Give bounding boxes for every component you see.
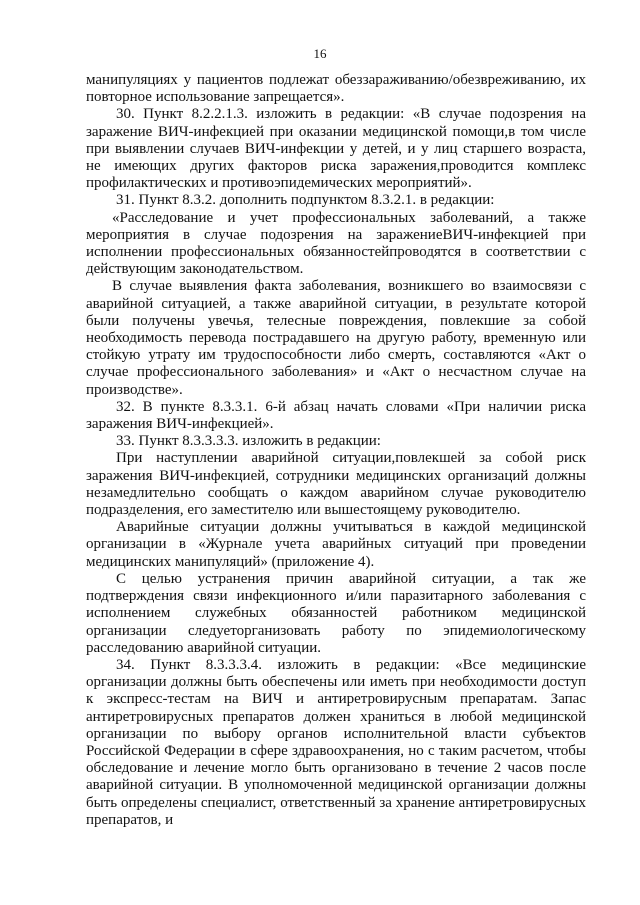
paragraph-item-33: 33. Пункт 8.3.3.3.3. изложить в редакции:	[116, 433, 381, 450]
paragraph-item-33-text-3: С целью устранения причин аварийной ситуации, а так же подтверждения связи инфекционного и/или паразитарного заболевания с исполнением служебных обязанностей работником медицинской организации следуеторганизовать работу по эпидемиологическому расследованию аварийной ситуации.	[86, 570, 586, 656]
paragraph-item-33-text-2: Аварийные ситуации должны учитываться в каждой медицинской организации в «Журнале учета аварийных ситуаций при проведении медицинских манипуляций» (приложение 4).	[86, 519, 586, 570]
paragraph-item-34: 34. Пункт 8.3.3.3.4. изложить в редакции: «Все медицинские организации должны быть обеспечены или иметь при необходимости доступ к экспресс-тестам на ВИЧ и антиретровирусным препаратам. Запас антиретровирусных препаратов должен храниться в любой медицинской организации по выбору органов исполнительной власти субъектов Российской Федерации в сфере здравоохранения, но с таким расчетом, чтобы обследование и лечение могло быть организовано в течение 2 часов после аварийной ситуации. В уполномоченной медицинской организации должны быть определены специалист, ответственный за хранение антиретровирусных препаратов, и	[86, 656, 586, 828]
paragraph-item-33-text: При наступлении аварийной ситуации,повлекшей за собой риск заражения ВИЧ-инфекцией, сотрудники медицинских организаций должны незамедлительно сообщать о каждом аварийном случае руководителю подразделения, его заместителю или вышестоящему руководителю.	[86, 450, 586, 519]
paragraph-continuation: манипуляциях у пациентов подлежат обеззараживанию/обезвреживанию, их повторное использование запрещается».	[86, 72, 586, 106]
paragraph-item-31: 31. Пункт 8.3.2. дополнить подпунктом 8.3.2.1. в редакции:	[116, 192, 495, 209]
paragraph-item-31-text: «Расследование и учет профессиональных заболеваний, а также мероприятия в случае подозрения на заражениеВИЧ-инфекцией при исполнении профессиональных обязанностейпроводятся в соответствии с действующим законодательством.	[86, 209, 586, 278]
page-number: 16	[313, 46, 327, 61]
paragraph-item-30: 30. Пункт 8.2.2.1.3. изложить в редакции: «В случае подозрения на заражение ВИЧ-инфекцией при оказании медицинской помощи,в том числе при выявлении случаев ВИЧ-инфекции у детей, и у лиц старшего возраста, не имеющих других факторов риска заражения,проводится комплекс профилактических и противоэпидемических мероприятий».	[86, 106, 586, 192]
paragraph-item-32: 32. В пункте 8.3.3.1. 6-й абзац начать словами «При наличии риска заражения ВИЧ-инфекцией».	[86, 398, 586, 433]
document-body	[86, 72, 586, 829]
paragraph-item-31-text-2: В случае выявления факта заболевания, возникшего во взаимосвязи с аварийной ситуацией, а также аварийной ситуации, в результате которой были получены увечья, телесные повреждения, повлекшие за собой необходимость перевода пострадавшего на другую работу, временную или стойкую утрату им трудоспособности либо смерть, составляются «Акт о случае профессионального заболевания» и «Акт о несчастном случае на производстве».	[86, 278, 586, 398]
